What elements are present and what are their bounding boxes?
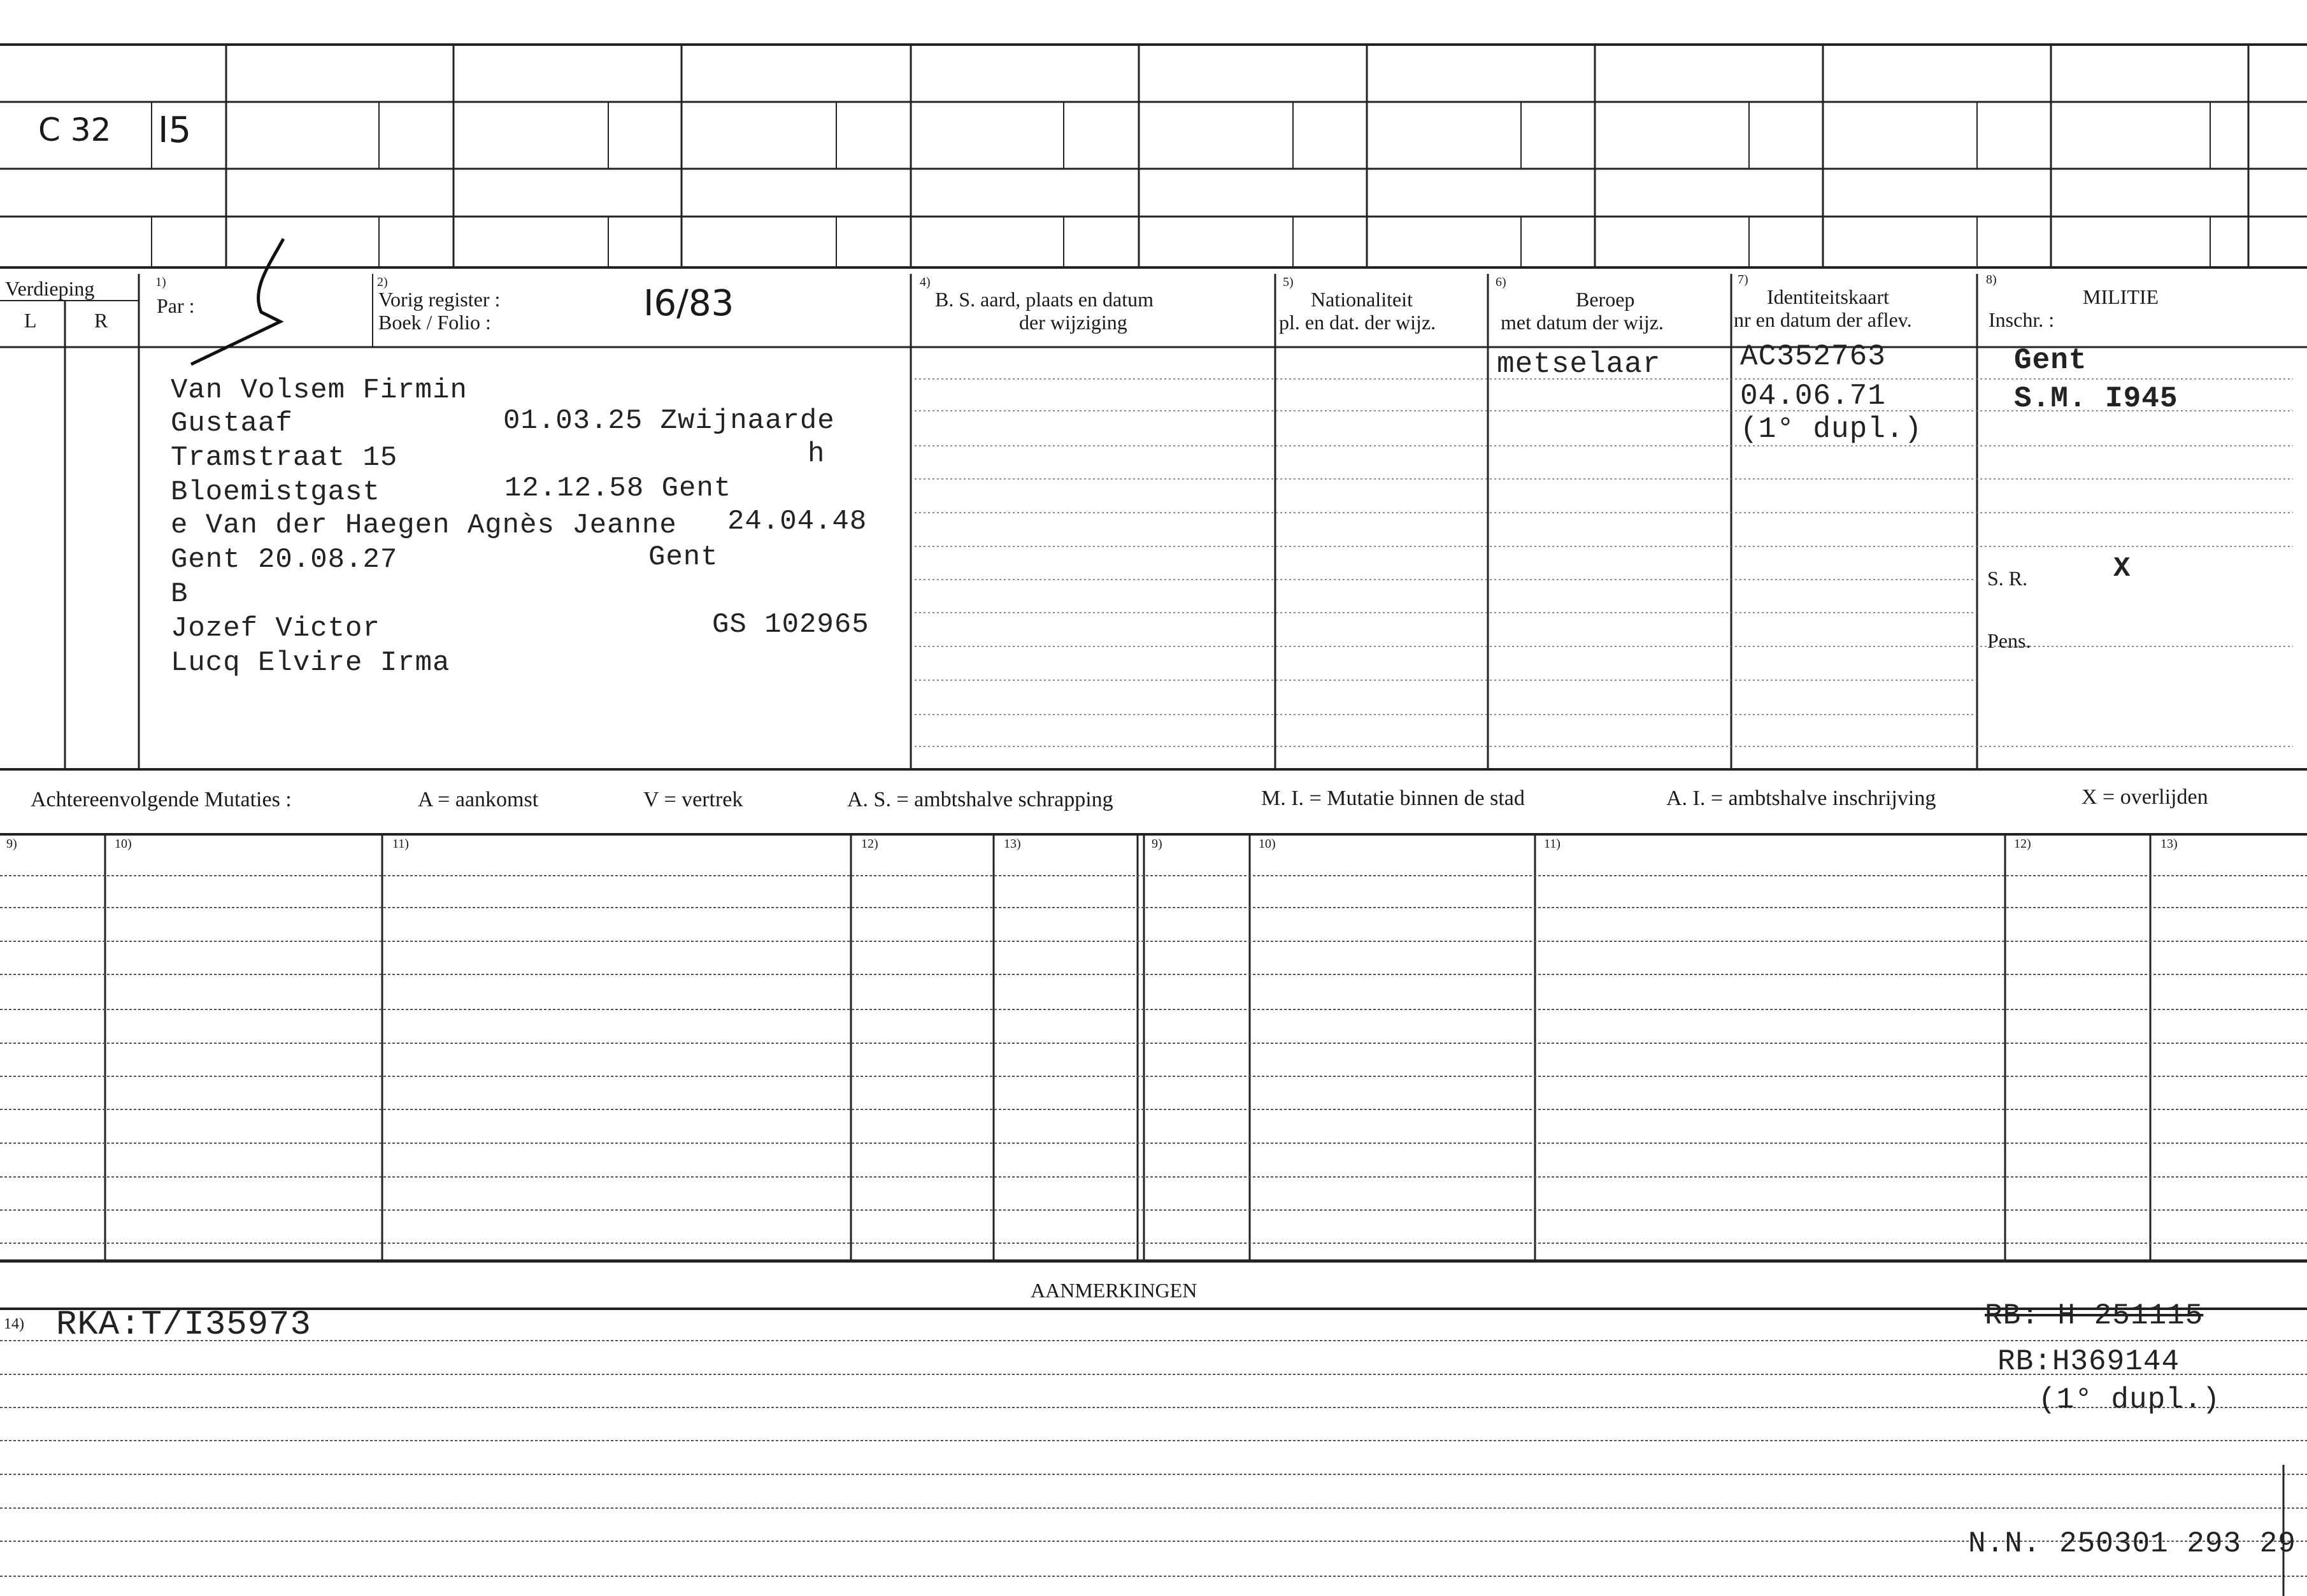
rb-dupl: (1° dupl.) — [2038, 1383, 2221, 1416]
verdieping-l: L — [24, 309, 37, 332]
mut-col-12-right: 12) — [2014, 837, 2031, 851]
sr-value: X — [2113, 553, 2131, 585]
national-number: N.N. 250301 293 29 — [1968, 1527, 2296, 1560]
person-nationality: B — [171, 578, 189, 610]
col8-num: 8) — [1986, 273, 1997, 287]
boek-folio-label: Boek / Folio : — [378, 311, 491, 334]
beroep-label: Beroep — [1576, 288, 1635, 311]
mut-col-9-right: 9) — [1152, 837, 1162, 851]
mut-col-11-left: 11) — [392, 837, 409, 851]
mut-col-9-left: 9) — [6, 837, 17, 851]
person-mother: Lucq Elvire Irma — [171, 647, 450, 679]
identiteitskaart-label: Identiteitskaart — [1767, 285, 1889, 308]
bs-label-1: B. S. aard, plaats en datum — [935, 288, 1154, 311]
beroep-value: metselaar — [1497, 348, 1661, 381]
col4-num: 4) — [920, 275, 931, 289]
pens-label: Pens. — [1987, 629, 2031, 652]
form-number: I5 — [158, 110, 192, 151]
par-label: Par : — [157, 294, 195, 317]
legend-mutatie-stad: M. I. = Mutatie binnen de stad — [1261, 787, 1525, 810]
person-arrival: 12.12.58 Gent — [504, 473, 732, 504]
mut-col-12-left: 12) — [861, 837, 878, 851]
legend-aankomst: A = aankomst — [418, 788, 539, 811]
legend-inschrijving: A. I. = ambtshalve inschrijving — [1666, 787, 1936, 810]
col6-num: 6) — [1496, 275, 1506, 289]
mut-col-13-right: 13) — [2161, 837, 2178, 851]
col2-num: 2) — [377, 275, 388, 289]
person-gs-number: GS 102965 — [712, 609, 869, 641]
militie-label: MILITIE — [2083, 285, 2159, 308]
identiteitskaart-label-2: nr en datum der aflev. — [1734, 308, 1912, 331]
aanmerkingen-num: 14) — [4, 1316, 24, 1332]
vorig-register-label: Vorig register : — [378, 288, 501, 311]
rb-old-number: RB: H 251115 — [1985, 1299, 2204, 1332]
person-father: Jozef Victor — [171, 613, 380, 645]
bs-label-2: der wijziging — [1019, 311, 1127, 334]
mut-col-10-right: 10) — [1259, 837, 1276, 851]
form-code: C 32 — [38, 111, 111, 148]
col1-num: 1) — [155, 275, 166, 289]
rb-new-number: RB:H369144 — [1997, 1345, 2180, 1378]
rka-number: RKA:T/I35973 — [56, 1306, 311, 1344]
nationaliteit-label: Nationaliteit — [1311, 288, 1413, 311]
id-card-number: AC352763 — [1740, 340, 1886, 373]
person-spouse-birth: Gent 20.08.27 — [171, 544, 398, 576]
verdieping-label: Verdieping — [5, 277, 95, 300]
militie-inschr: Gent — [2014, 344, 2087, 377]
legend-vertrek: V = vertrek — [643, 788, 743, 811]
id-card-date: 04.06.71 — [1740, 380, 1886, 413]
legend-schrapping: A. S. = ambtshalve schrapping — [847, 788, 1113, 811]
id-card-dupl: (1° dupl.) — [1740, 413, 1923, 446]
legend-overlijden: X = overlijden — [2082, 785, 2208, 809]
verdieping-r: R — [94, 309, 108, 332]
col5-num: 5) — [1283, 275, 1294, 289]
mut-col-13-left: 13) — [1004, 837, 1021, 851]
person-firstname: Gustaaf — [171, 408, 293, 439]
col7-num: 7) — [1738, 273, 1748, 287]
mut-col-10-left: 10) — [115, 837, 132, 851]
sr-label: S. R. — [1987, 567, 2028, 590]
person-name: Van Volsem Firmin — [171, 374, 468, 406]
nationaliteit-label-2: pl. en dat. der wijz. — [1279, 311, 1436, 334]
inschr-label: Inschr. : — [1989, 308, 2055, 331]
person-address: Tramstraat 15 — [171, 442, 398, 474]
vorig-register-value: I6/83 — [643, 283, 734, 324]
person-address-mark: h — [808, 438, 825, 470]
mut-col-11-right: 11) — [1544, 837, 1561, 851]
mutaties-title: Achtereenvolgende Mutaties : — [31, 788, 292, 811]
person-spouse-place: Gent — [648, 541, 718, 573]
militie-sm: S.M. I945 — [2014, 382, 2178, 415]
person-spouse: e Van der Haegen Agnès Jeanne — [171, 509, 677, 541]
aanmerkingen-title: AANMERKINGEN — [1031, 1279, 1197, 1302]
person-marriage-date: 24.04.48 — [727, 506, 868, 538]
beroep-label-2: met datum der wijz. — [1501, 311, 1664, 334]
person-birth: 01.03.25 Zwijnaarde — [503, 405, 835, 437]
person-occupation: Bloemistgast — [171, 476, 380, 508]
